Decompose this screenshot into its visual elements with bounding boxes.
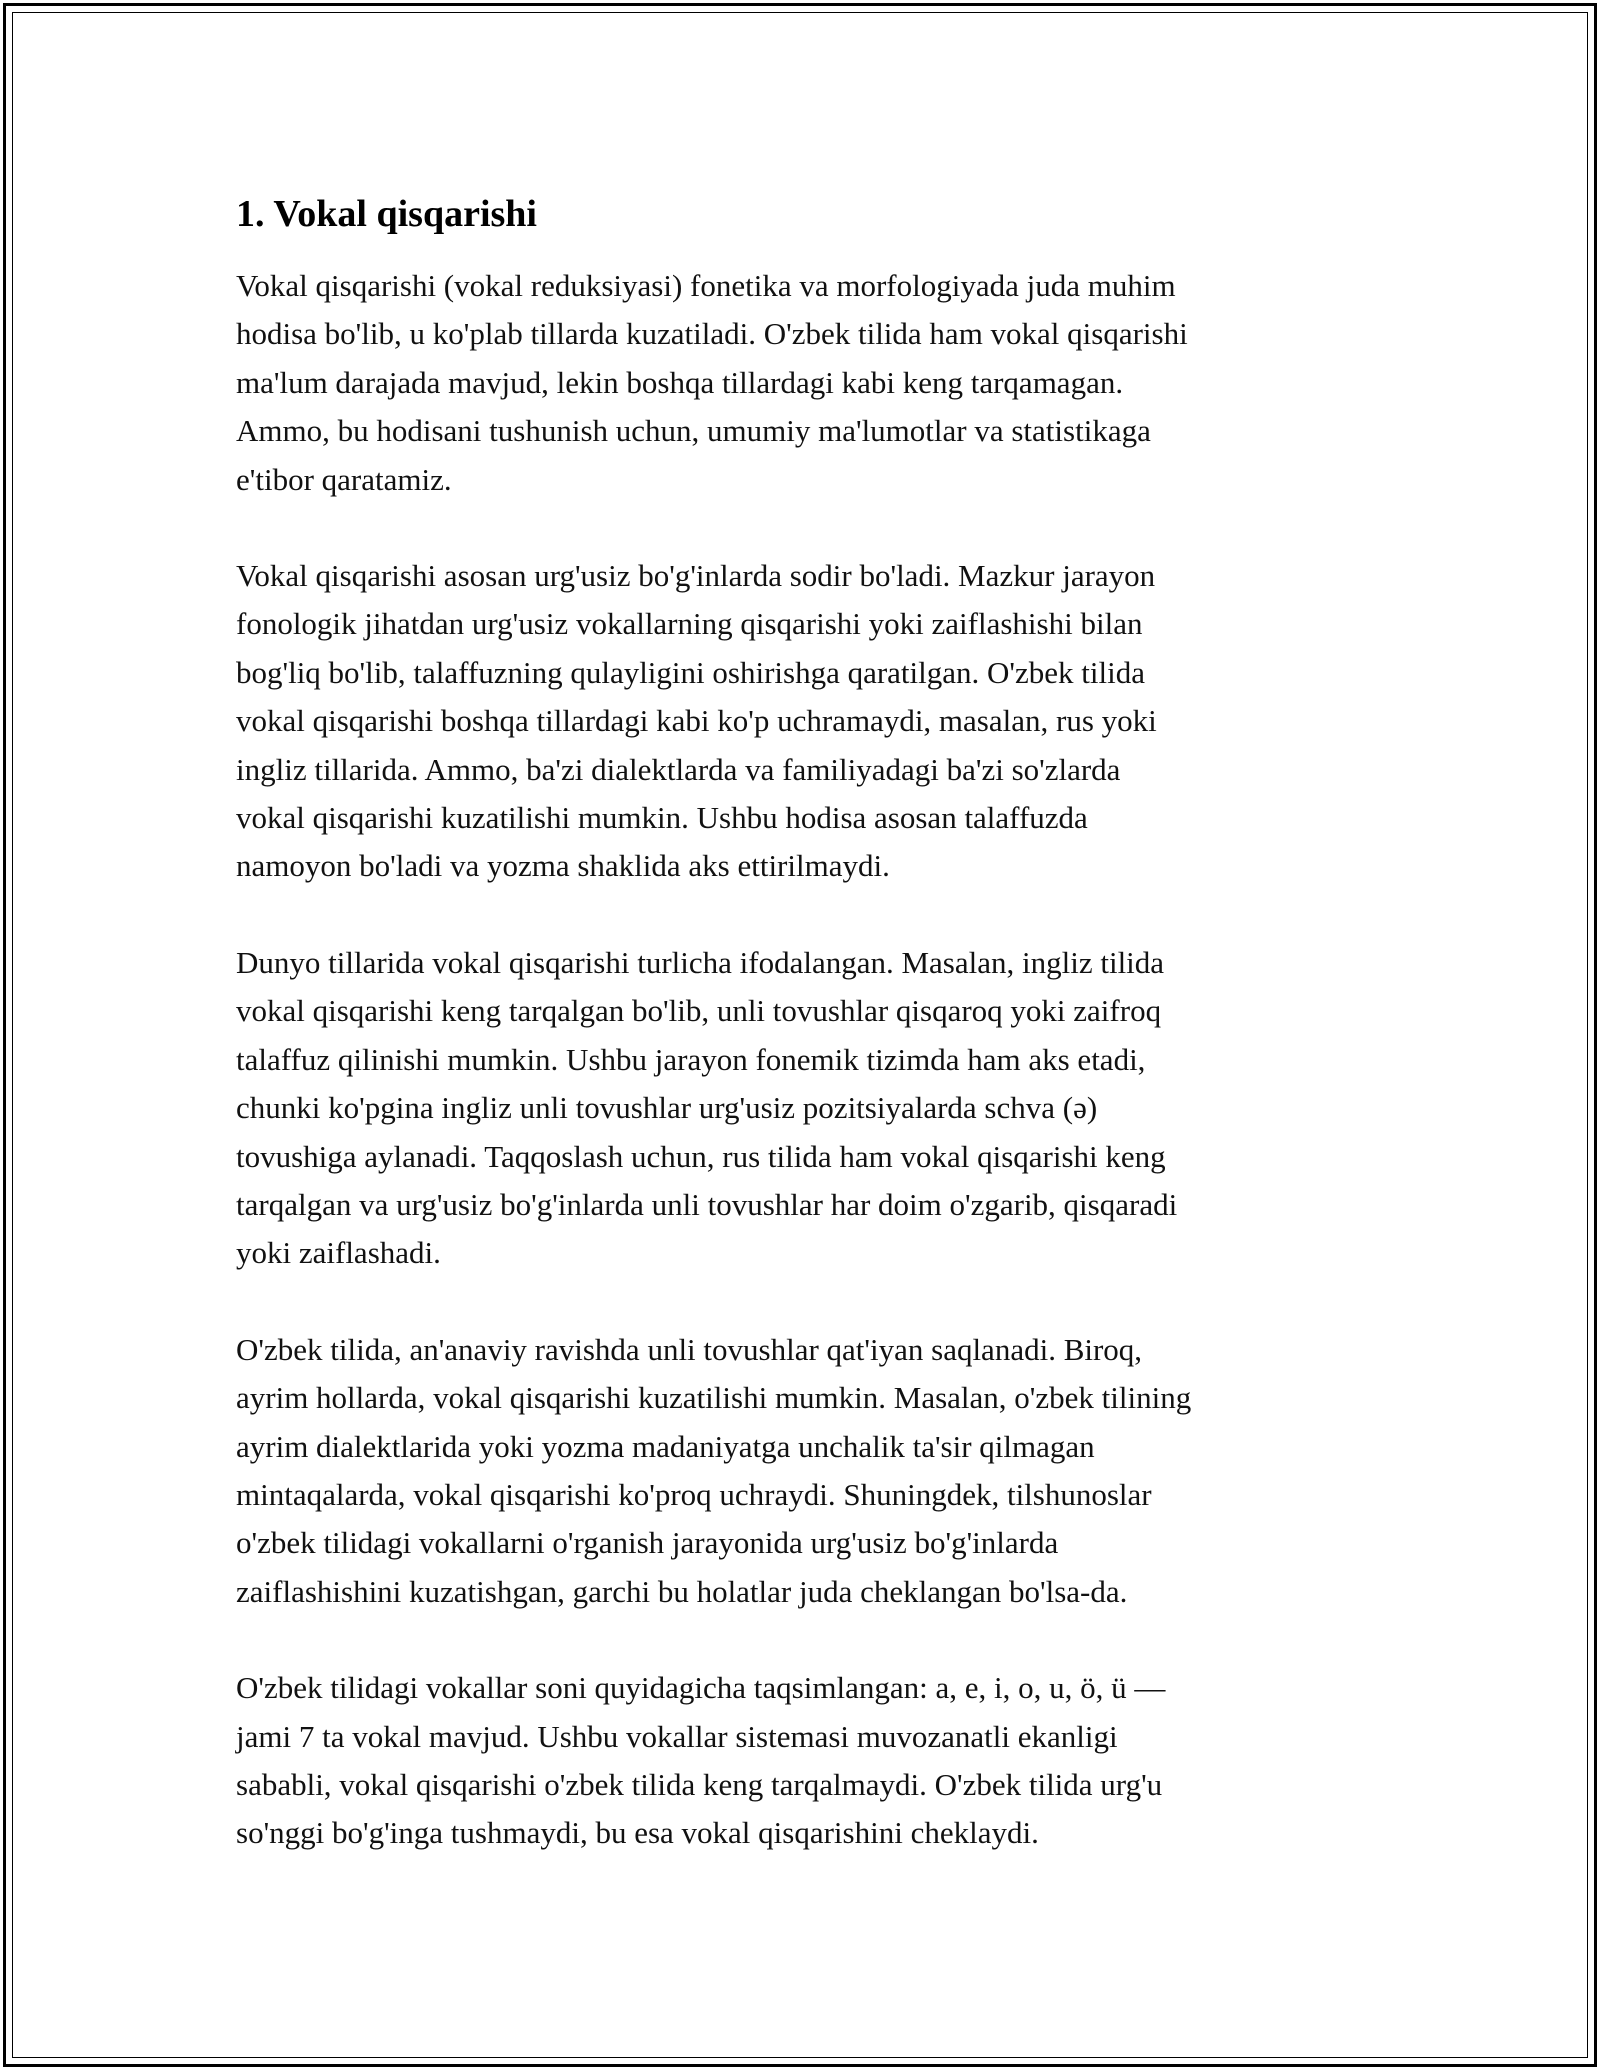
text-line: talaffuz qilinishi mumkin. Ushbu jarayon fonemik tizimda ham aks etadi, [236,1041,1146,1077]
text-line: sababli, vokal qisqarishi o'zbek tilida keng tarqalmaydi. O'zbek tilida urg'u [236,1766,1163,1802]
text-line: vokal qisqarishi kuzatilishi mumkin. Ushbu hodisa asosan talaffuzda [236,800,1088,836]
text-line: ingliz tillarida. Ammo, ba'zi dialektlarda va familiyadagi ba'zi so'zlarda [236,751,1121,787]
text-line: mintaqalarda, vokal qisqarishi ko'proq uchraydi. Shuningdek, tilshunoslar [236,1476,1152,1512]
text-line: Vokal qisqarishi (vokal reduksiyasi) fonetika va morfologiyada juda muhim [236,268,1176,303]
text-line: tarqalgan va urg'usiz bo'g'inlarda unli tovushlar har doim o'zgarib, qisqaradi [236,1186,1178,1222]
text-line: ayrim dialektlarida yoki yozma madaniyatga unchalik ta'sir qilmagan [236,1428,1095,1464]
text-line: jami 7 ta vokal mavjud. Ushbu vokallar sistemasi muvozanatli ekanligi [236,1718,1118,1754]
text-line: vokal qisqarishi boshqa tillardagi kabi ko'p uchramaydi, masalan, rus yoki [236,703,1157,739]
text-line: namoyon bo'ladi va yozma shaklida aks ettirilmaydi. [236,848,890,884]
text-line: Vokal qisqarishi asosan urg'usiz bo'g'inlarda sodir bo'ladi. Mazkur jarayon [236,558,1156,594]
text-line: ma'lum darajada mavjud, lekin boshqa tillardagi kabi keng tarqamagan. [236,364,1124,400]
paragraph-2 [236,552,1386,891]
paragraph-1 [236,262,1386,504]
text-line: e'tibor qaratamiz. [236,461,452,497]
text-line: so'nggi bo'g'inga tushmaydi, bu esa vokal qisqarishini cheklaydi. [236,1815,1039,1851]
text-line: Ammo, bu hodisani tushunish uchun, umumiy ma'lumotlar va statistikaga [236,413,1151,449]
text-line: Dunyo tillarida vokal qisqarishi turlicha ifodalangan. Masalan, ingliz tilida [236,944,1165,980]
text-line: yoki zaiflashadi. [236,1235,441,1271]
document-content [236,186,1386,1906]
text-line: zaiflashishini kuzatishgan, garchi bu holatlar juda cheklangan bo'lsa-da. [236,1573,1128,1609]
paragraph-3 [236,939,1386,1278]
text-line: hodisa bo'lib, u ko'plab tillarda kuzatiladi. O'zbek tilida ham vokal qisqarishi [236,316,1188,352]
section-heading: 1. Vokal qisqarishi [236,193,537,235]
paragraph-4 [236,1326,1386,1616]
text-line: o'zbek tilidagi vokallarni o'rganish jarayonida urg'usiz bo'g'inlarda [236,1525,1059,1561]
text-line: O'zbek tilidagi vokallar soni quyidagicha taqsimlangan: a, e, i, o, u, ö, ü — [236,1670,1166,1706]
text-line: bog'liq bo'lib, talaffuzning qulayligini oshirishga qaratilgan. O'zbek tilida [236,654,1145,690]
text-line: chunki ko'pgina ingliz unli tovushlar urg'usiz pozitsiyalarda schva (ə) [236,1090,1098,1126]
text-line: O'zbek tilida, an'anaviy ravishda unli tovushlar qat'iyan saqlanadi. Biroq, [236,1331,1143,1367]
text-line: fonologik jihatdan urg'usiz vokallarning qisqarishi yoki zaiflashishi bilan [236,606,1143,642]
text-line: tovushiga aylanadi. Taqqoslash uchun, rus tilida ham vokal qisqarishi keng [236,1138,1166,1174]
paragraph-5 [236,1664,1386,1858]
text-line: ayrim hollarda, vokal qisqarishi kuzatilishi mumkin. Masalan, o'zbek tilining [236,1380,1192,1416]
text-line: vokal qisqarishi keng tarqalgan bo'lib, unli tovushlar qisqaroq yoki zaifroq [236,993,1162,1029]
